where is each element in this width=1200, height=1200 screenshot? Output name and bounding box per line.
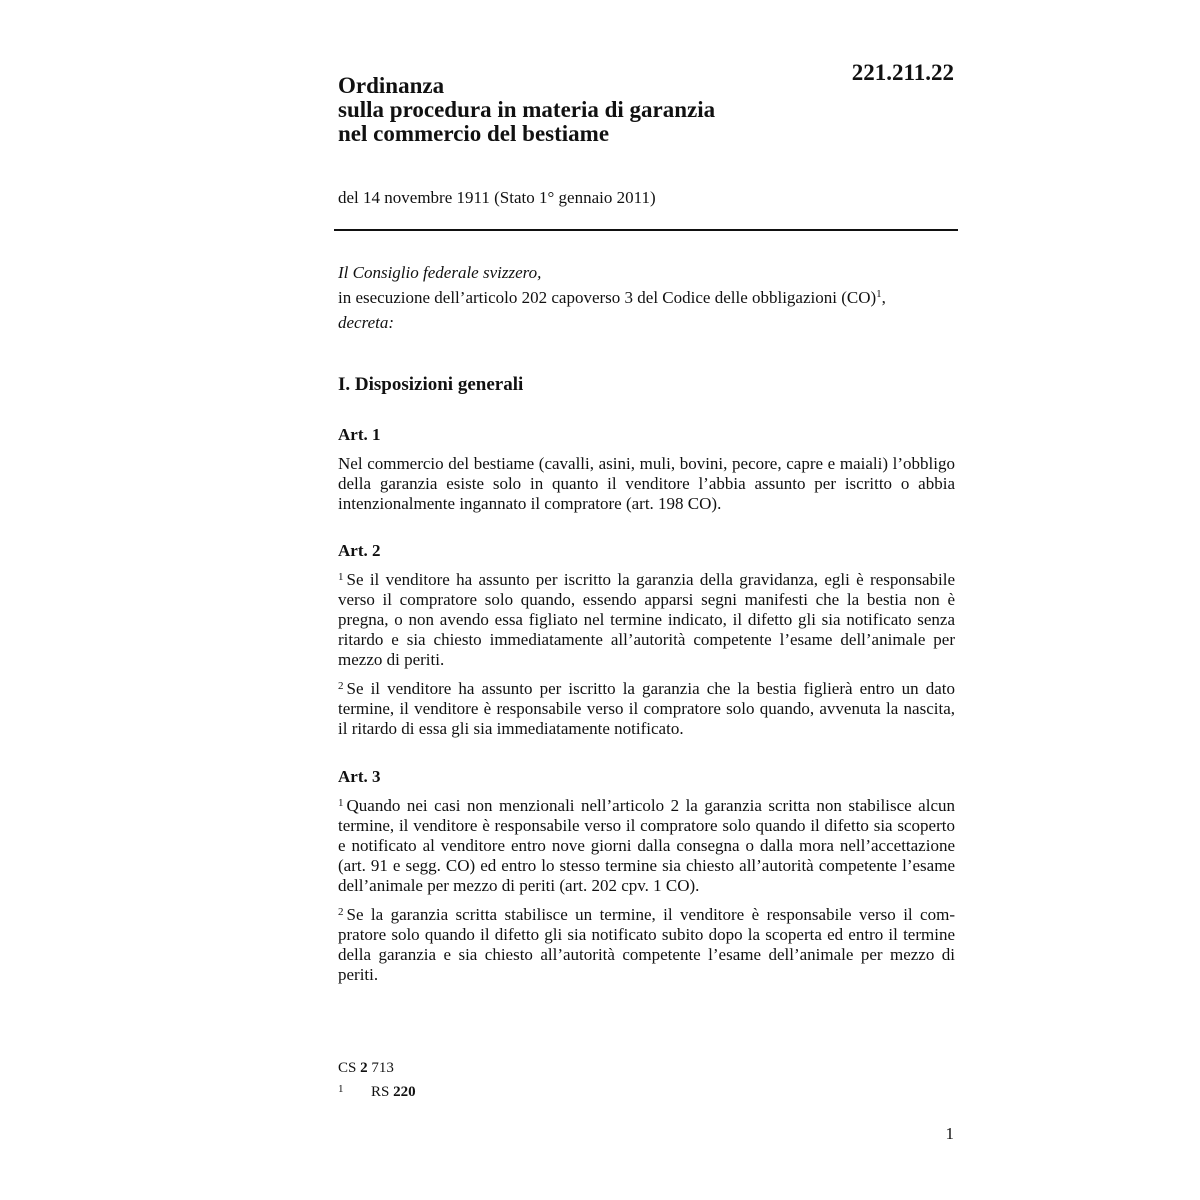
- sr-number: 221.211.22: [851, 60, 954, 85]
- paragraph-text: Se la garanzia scritta stabilisce un termine, il venditore è responsabile verso il compratore solo quando il difetto gli sia notificato subito dopo la scoperta ed entro il termine della garanzia e sia chiesto all’autorità competente l’esame dell’animale per mezzo di periti.: [338, 905, 955, 984]
- preamble-basis-end: ,: [881, 288, 886, 307]
- footnote-reference: 220: [393, 1084, 416, 1100]
- article-3-paragraph-1: [338, 796, 955, 896]
- paragraph-number: 1: [338, 571, 344, 583]
- footnote-number: 1: [338, 1083, 344, 1095]
- footnote-1: 1 RS 220: [338, 1079, 416, 1103]
- article-heading-1: Art. 1: [338, 425, 381, 444]
- preamble-decree: decreta:: [338, 313, 395, 332]
- section-heading: I. Disposizioni generali: [338, 374, 524, 395]
- footnote-ref-1[interactable]: 1: [876, 288, 882, 300]
- preamble-basis: [338, 285, 955, 310]
- header-divider: [334, 229, 958, 231]
- paragraph-number: 2: [338, 680, 344, 692]
- article-2-paragraph-2: [338, 679, 955, 739]
- document-title: [338, 74, 818, 146]
- paragraph-number: 1: [338, 797, 344, 809]
- title-line: nel commercio del bestiame: [338, 121, 610, 146]
- source-reference: CS 2 713: [338, 1060, 394, 1076]
- article-1-paragraph: [338, 454, 955, 514]
- article-3-paragraph-2: [338, 905, 955, 985]
- page-footer: [338, 1058, 416, 1103]
- paragraph-text: Quando nei casi non menzionali nell’articolo 2 la garanzia scritta non stabilisce alcun termine, il venditore è responsabile verso il compratore solo quando il difetto sia scoperto e notificato al venditore entro nove giorni dalla consegna o dalla mora nell’accettazione (art. 91 e segg. CO) ed entro lo stesso termine sia chiesto all’autorità competente l’esame dell’animale per mezzo di periti (art. 202 cpv. 1 CO).: [338, 796, 955, 895]
- paragraph-text: Nel commercio del bestiame (cavalli, asini, muli, bovini, pecore, capre e maiali) l’obbligo della garanzia esiste solo in quanto il venditore l’abbia assunto per iscritto o abbia intenzionalmente ingannato il compratore (art. 198 CO).: [338, 454, 955, 513]
- paragraph-text: Se il venditore ha assunto per iscritto la garanzia della gravidanza, egli è responsabile verso il compratore solo quando, essendo apparsi segni manifesti che la bestia non è pregna, o non avendo essa figliato nel termine indicato, il difetto gli sia notificato senza ritardo e sia chiesto immediatamente all’autorità competente l’esame dell’animale per mezzo di periti.: [338, 570, 955, 669]
- article-heading-3: Art. 3: [338, 767, 381, 786]
- article-2-paragraph-1: [338, 570, 955, 670]
- article-heading-2: Art. 2: [338, 541, 381, 560]
- paragraph-text: Se il venditore ha assunto per iscritto la garanzia che la bestia figlierà entro un dato termine, il venditore è responsabile verso il compratore solo quando, avvenuta la nascita, il ritardo di essa gli sia immediatamente notificato.: [338, 679, 955, 738]
- page-number: 1: [945, 1124, 954, 1143]
- preamble-basis-text: in esecuzione dell’articolo 202 capoverso 3 del Codice delle obbligazioni (CO): [338, 288, 877, 307]
- preamble-authority: Il Consiglio federale svizzero,: [338, 263, 542, 282]
- paragraph-number: 2: [338, 906, 344, 918]
- title-line: sulla procedura in materia di garanzia: [338, 97, 716, 122]
- date-line: del 14 novembre 1911 (Stato 1° gennaio 2011): [338, 188, 656, 207]
- preamble: [338, 260, 955, 335]
- title-line: Ordinanza: [338, 73, 445, 98]
